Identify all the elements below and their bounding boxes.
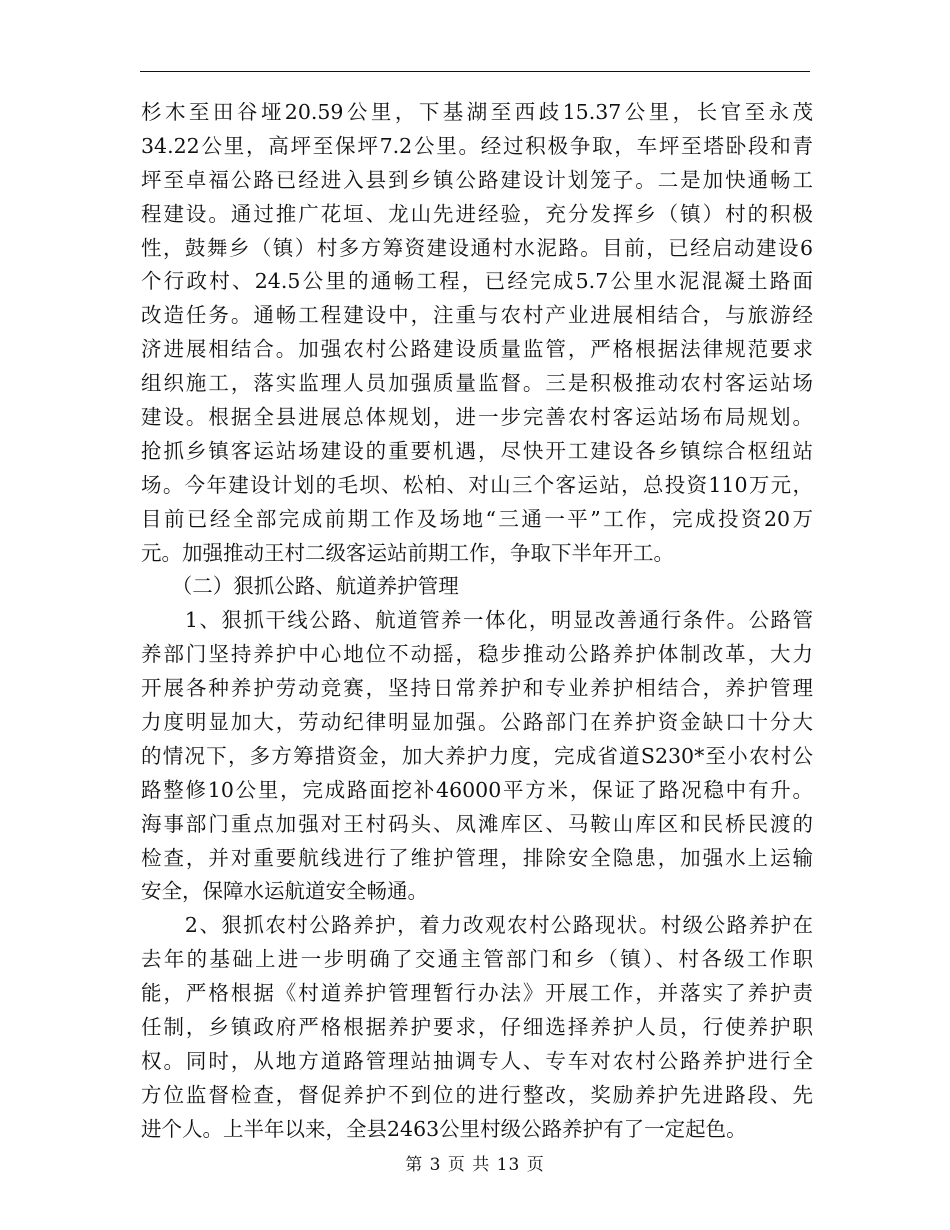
text-line: 坪至卓福公路已经进入县到乡镇公路建设计划笼子。二是加快通畅工: [141, 167, 813, 192]
page-number: 第 3 页 共 13 页: [405, 1155, 545, 1175]
text-line: 养部门坚持养护中心地位不动摇，稳步推动公路养护体制改革，大力: [141, 642, 813, 667]
text-line: 进个人。上半年以来，全县2463公里村级公路养护有了一定起色。: [141, 1116, 747, 1141]
text-line: 的情况下，多方筹措资金，加大养护力度，完成省道S230*至小农村公: [141, 743, 813, 768]
header-rule: [140, 71, 810, 72]
text-line: 杉木至田谷垭20.59公里，下基湖至西歧15.37公里，长官至永茂: [141, 100, 813, 124]
text-line: 2、狠抓农村公路养护，着力改观农村公路现状。村级公路养护在: [141, 913, 813, 938]
text-line: 检查，并对重要航线进行了维护管理，排除安全隐患，加强水上运输: [141, 845, 813, 870]
text-line: 改造任务。通畅工程建设中，注重与农村产业进展相结合，与旅游经: [141, 303, 813, 328]
text-line: 34.22公里，高坪至保坪7.2公里。经过积极争取，车坪至塔卧段和青: [141, 133, 813, 158]
text-line: 力度明显加大，劳动纪律明显加强。公路部门在养护资金缺口十分大: [141, 710, 813, 735]
text-line: 路整修10公里，完成路面挖补46000平方米，保证了路况稳中有升。: [141, 777, 813, 802]
text-line: 海事部门重点加强对王村码头、凤滩库区、马鞍山库区和民桥民渡的: [141, 811, 813, 836]
section-heading: （二）狠抓公路、航道养护管理: [141, 574, 459, 599]
text-line: 场。今年建设计划的毛坝、松柏、对山三个客运站，总投资110万元，: [141, 472, 813, 497]
text-line: 程建设。通过推广花垣、龙山先进经验，充分发挥乡（镇）村的积极: [141, 201, 813, 226]
text-line: 目前已经全部完成前期工作及场地“三通一平”工作，完成投资20万: [141, 506, 813, 531]
text-line: 济进展相结合。加强农村公路建设质量监管，严格根据法律规范要求: [141, 337, 813, 362]
text-line: 任制，乡镇政府严格根据养护要求，仔细选择养护人员，行使养护职: [141, 1015, 813, 1040]
text-line: 1、狠抓干线公路、航道管养一体化，明显改善通行条件。公路管: [141, 608, 813, 633]
text-line: 方位监督检查，督促养护不到位的进行整改，奖励养护先进路段、先: [141, 1082, 813, 1107]
text-line: 建设。根据全县进展总体规划，进一步完善农村客运站场布局规划。: [141, 405, 813, 430]
text-line: 能，严格根据《村道养护管理暂行办法》开展工作，并落实了养护责: [141, 981, 813, 1006]
document-body: [141, 96, 813, 1147]
text-line: 组织施工，落实监理人员加强质量监督。三是积极推动农村客运站场: [141, 371, 813, 396]
text-line: 权。同时，从地方道路管理站抽调专人、专车对农村公路养护进行全: [141, 1048, 813, 1073]
text-line: 安全，保障水运航道安全畅通。: [141, 879, 428, 904]
text-line: 开展各种养护劳动竞赛，坚持日常养护和专业养护相结合，养护管理: [141, 676, 813, 701]
text-line: 性，鼓舞乡（镇）村多方筹资建设通村水泥路。目前，已经启动建设6: [141, 235, 813, 260]
text-line: 抢抓乡镇客运站场建设的重要机遇，尽快开工建设各乡镇综合枢纽站: [141, 438, 813, 463]
text-line: 个行政村、24.5公里的通畅工程，已经完成5.7公里水泥混凝土路面: [141, 269, 813, 294]
text-line: 元。加强推动王村二级客运站前期工作，争取下半年开工。: [141, 540, 674, 565]
text-line: 去年的基础上进一步明确了交通主管部门和乡（镇）、村各级工作职: [141, 947, 813, 972]
